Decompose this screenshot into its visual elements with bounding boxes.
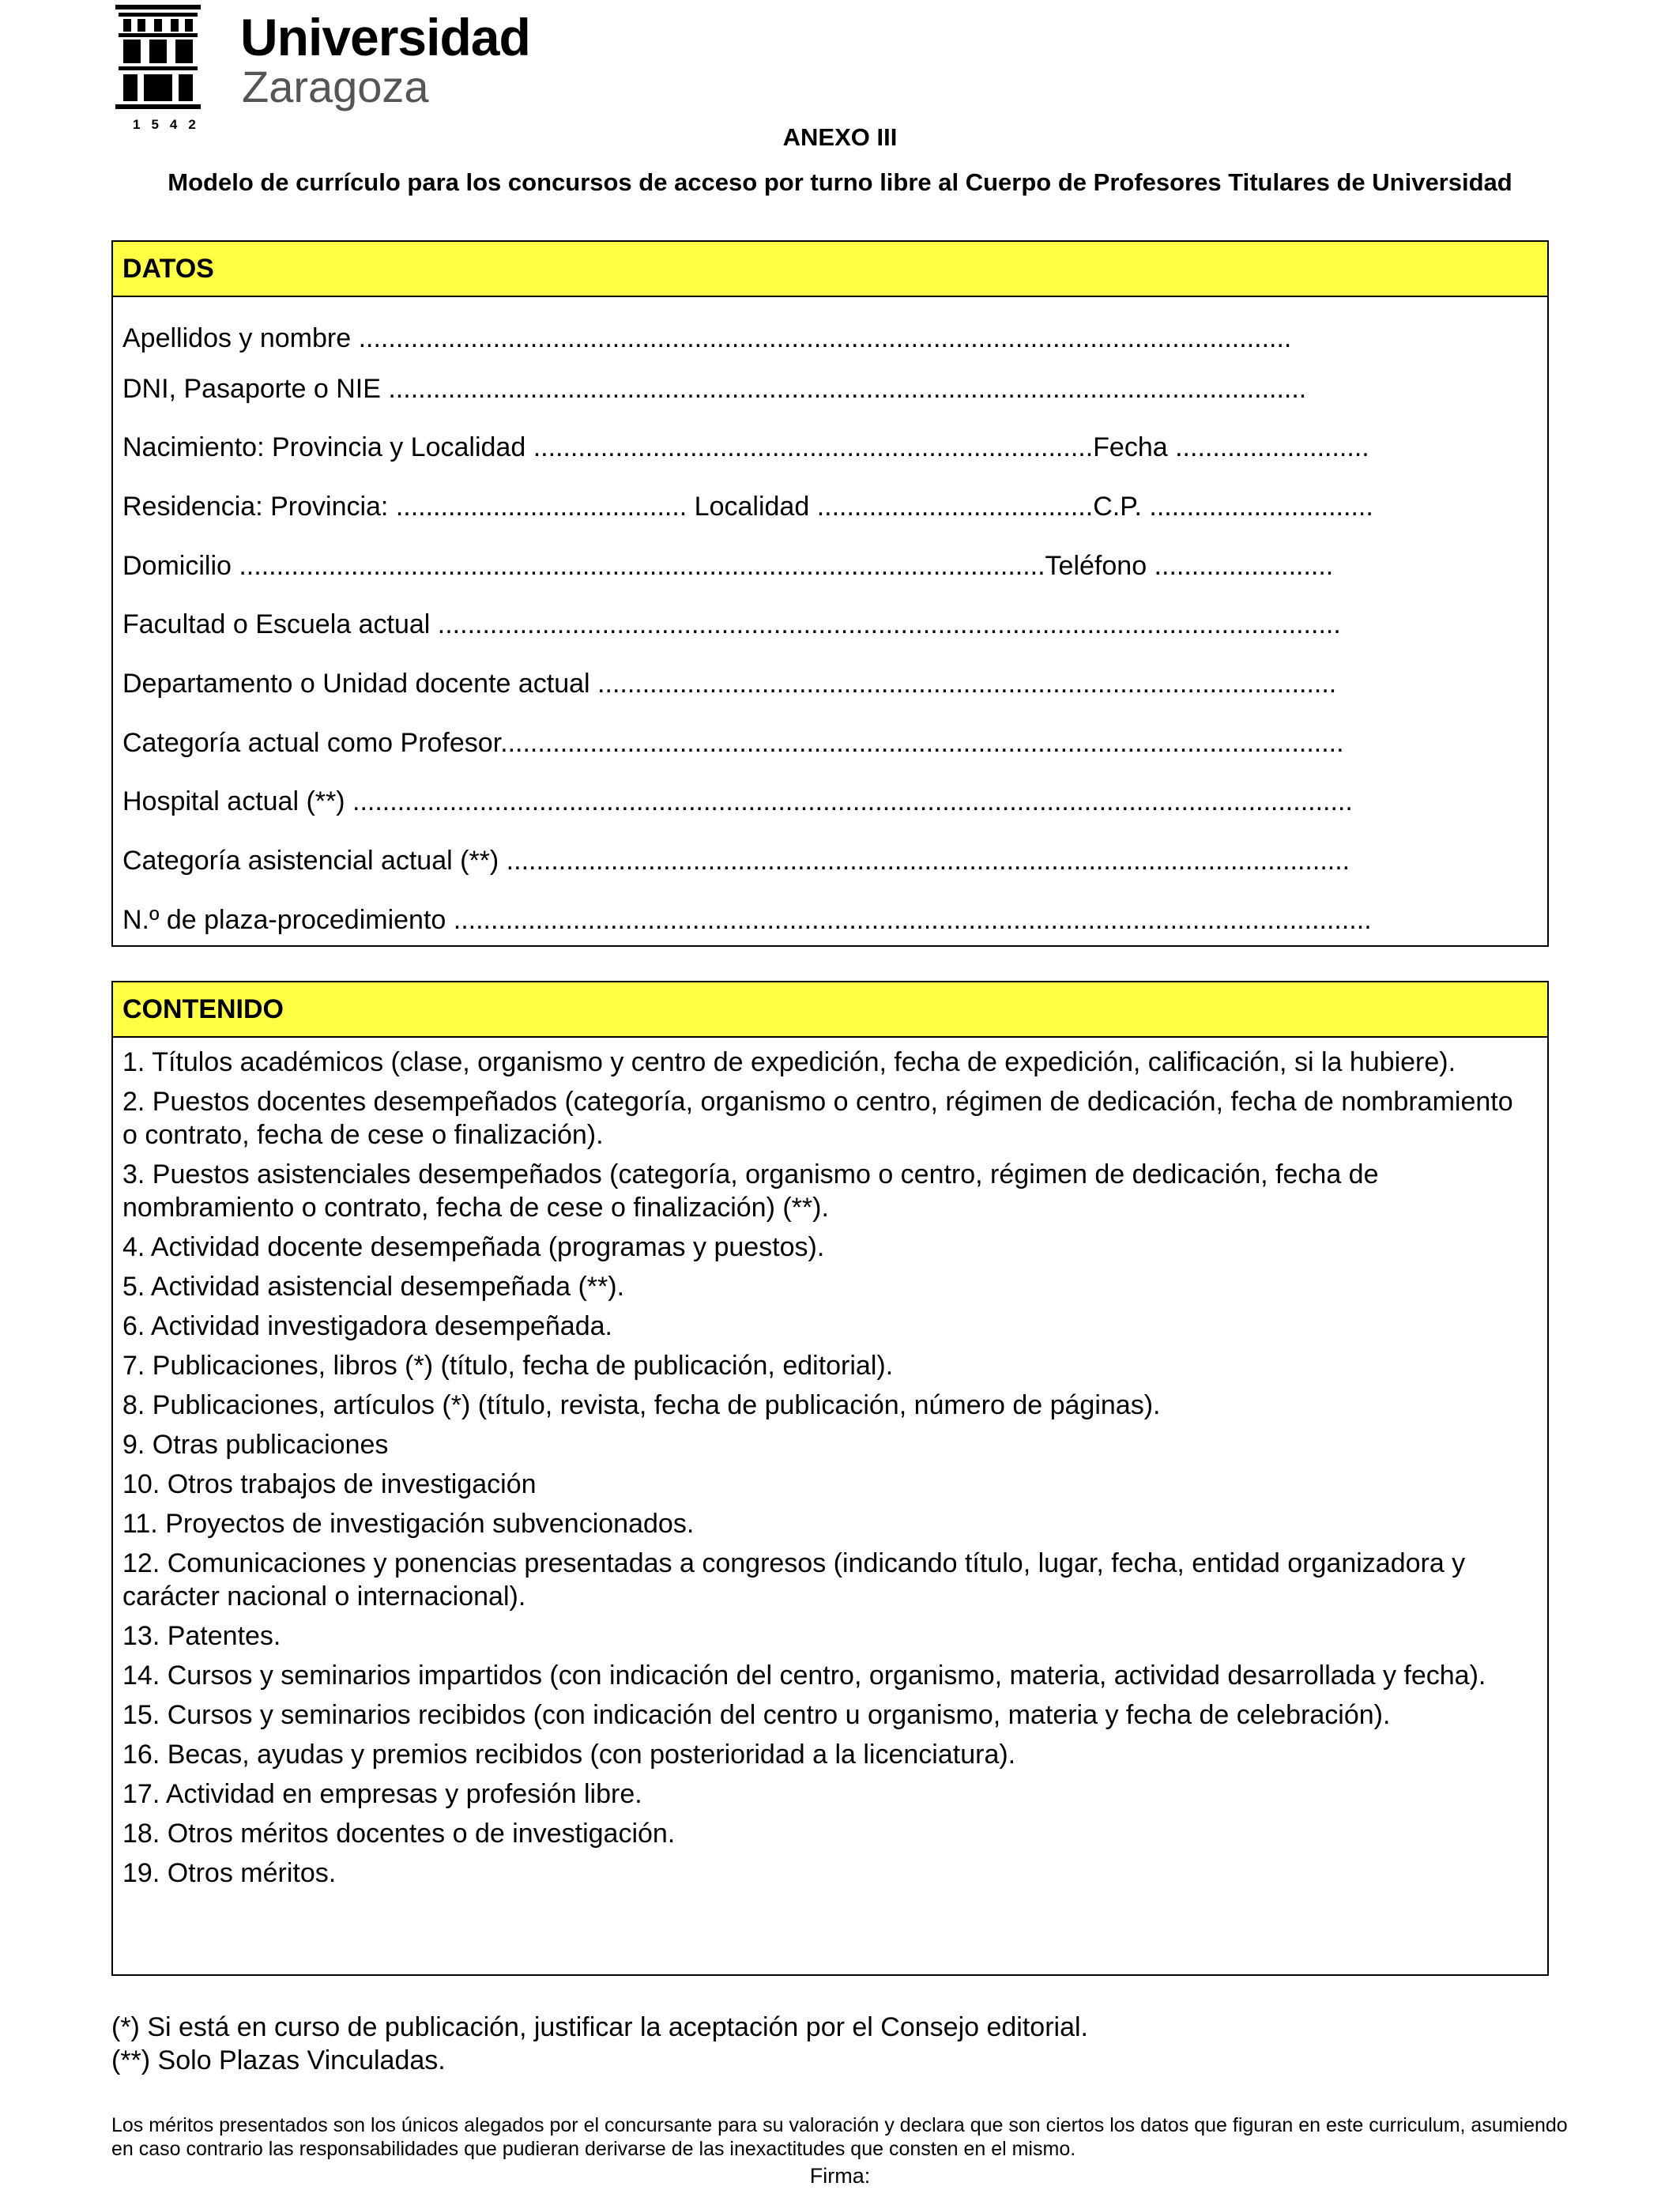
field-residencia[interactable]: Residencia: Provincia: ....................................... Localidad .....................................C.P. .............................. (122, 492, 1373, 522)
list-item: 16. Becas, ayudas y premios recibidos (con posterioridad a la licenciatura). (122, 1740, 1016, 1770)
logo-subtitle: Zaragoza (242, 62, 429, 111)
list-item: 12. Comunicaciones y ponencias presentadas a congresos (indicando título, lugar, fecha, entidad organizadora y carácter nacional o internacional). (122, 1548, 1466, 1612)
footnote-publication: (*) Si está en curso de publicación, justificar la aceptación por el Consejo editorial. (111, 2012, 1088, 2042)
list-item: 9. Otras publicaciones (122, 1430, 389, 1460)
signature-label: Firma: (809, 2164, 871, 2188)
list-item: 10. Otros trabajos de investigación (122, 1469, 537, 1499)
datos-heading: DATOS (113, 242, 1547, 297)
field-categoria-asistencial[interactable]: Categoría asistencial actual (**) ................................................................................................................. (122, 846, 1350, 876)
field-apellidos-nombre[interactable]: Apellidos y nombre ............................................................................................................................. (122, 323, 1292, 353)
field-plaza-procedimiento[interactable]: N.º de plaza-procedimiento ........................................................................................................................... (122, 905, 1372, 935)
contenido-section (111, 981, 1549, 1976)
list-item: 2. Puestos docentes desempeñados (categoría, organismo o centro, régimen de dedicación, fecha de nombramiento o contrato, fecha de cese o finalización). (122, 1087, 1513, 1150)
list-item: 11. Proyectos de investigación subvencionados. (122, 1509, 695, 1539)
logo-year: 1542 (133, 117, 207, 132)
university-logo (115, 5, 558, 131)
logo-title: Universidad (240, 8, 530, 66)
field-nacimiento[interactable]: Nacimiento: Provincia y Localidad ...........................................................................Fecha .......................... (122, 432, 1369, 462)
list-item: 6. Actividad investigadora desempeñada. (122, 1311, 612, 1341)
list-item: 8. Publicaciones, artículos (*) (título, revista, fecha de publicación, número de páginas). (122, 1390, 1161, 1420)
list-item: 19. Otros méritos. (122, 1858, 337, 1888)
field-categoria[interactable]: Categoría actual como Profesor................................................................................................................. (122, 728, 1344, 758)
list-item: 14. Cursos y seminarios impartidos (con indicación del centro, organismo, materia, actividad desarrollada y fecha). (122, 1661, 1486, 1691)
annex-title: ANEXO III (782, 123, 898, 151)
footnote-plazas: (**) Solo Plazas Vinculadas. (111, 2045, 446, 2075)
contenido-list (122, 1046, 1522, 1896)
footnotes (111, 2011, 1088, 2077)
list-item: 17. Actividad en empresas y profesión libre. (122, 1779, 642, 1809)
list-item: 13. Patentes. (122, 1621, 281, 1651)
declaration-text: Los méritos presentados son los únicos alegados por el concursante para su valoración y declara que son ciertos los datos que figuran en este curriculum, asumiendo en caso contrario las responsabilidades que pudieran derivarse de las inexactitudes que consten en el mismo. (111, 2114, 1568, 2160)
list-item: 3. Puestos asistenciales desempeñados (categoría, organismo o centro, régimen de dedicación, fecha de nombramiento o contrato, fecha de cese o finalización) (**). (122, 1159, 1379, 1223)
list-item: 5. Actividad asistencial desempeñada (**). (122, 1272, 625, 1302)
datos-section (111, 240, 1549, 947)
list-item: 7. Publicaciones, libros (*) (título, fecha de publicación, editorial). (122, 1351, 894, 1381)
list-item: 4. Actividad docente desempeñada (programas y puestos). (122, 1232, 825, 1262)
field-facultad[interactable]: Facultad o Escuela actual ......................................................................................................................... (122, 609, 1341, 639)
list-item: 1. Títulos académicos (clase, organismo y centro de expedición, fecha de expedición, calificación, si la hubiere). (122, 1047, 1456, 1077)
field-domicilio[interactable]: Domicilio ............................................................................................................Teléfono ........................ (122, 551, 1334, 581)
document-subtitle: Modelo de currículo para los concursos de acceso por turno libre al Cuerpo de Profesores Titulares de Universidad (168, 168, 1512, 196)
list-item: 18. Otros méritos docentes o de investigación. (122, 1819, 676, 1849)
field-departamento[interactable]: Departamento o Unidad docente actual ................................................................................................... (122, 669, 1337, 699)
list-item: 15. Cursos y seminarios recibidos (con indicación del centro u organismo, materia y fecha de celebración). (122, 1700, 1391, 1730)
tower-emblem-icon (115, 5, 201, 109)
contenido-heading: CONTENIDO (113, 982, 1547, 1038)
field-dni[interactable]: DNI, Pasaporte o NIE ........................................................................................................................... (122, 374, 1307, 404)
field-hospital[interactable]: Hospital actual (**) ...................................................................................................................................... (122, 786, 1353, 816)
